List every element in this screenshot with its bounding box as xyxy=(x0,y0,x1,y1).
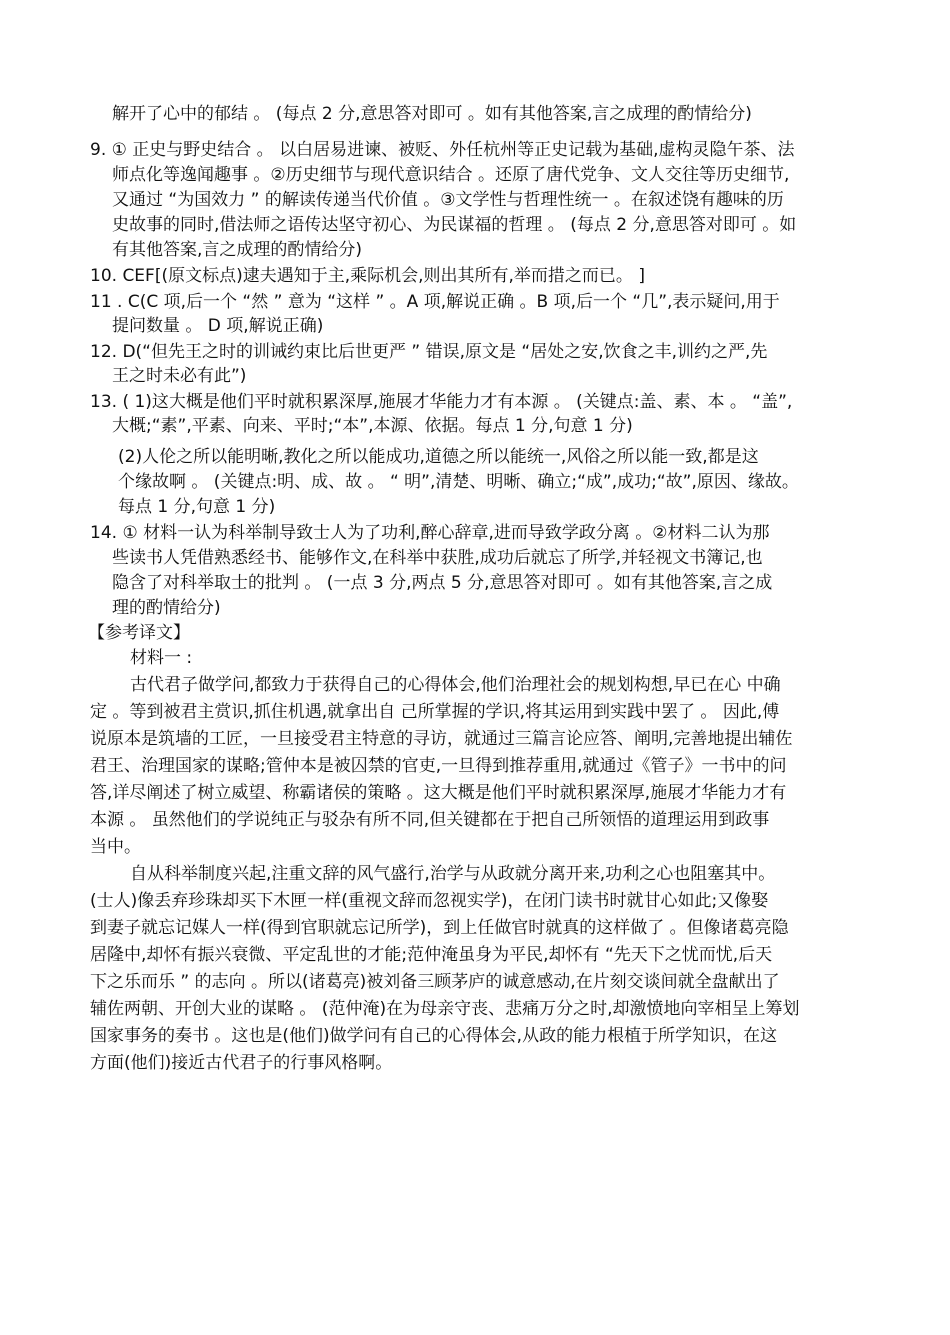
translation-p2-line-4: 居隆中,却怀有振兴衰微、平定乱世的才能;范仲淹虽身为平民,却怀有 “先天下之忧而忧,后天 xyxy=(90,945,773,965)
answer-14-line-2: 些读书人凭借熟悉经书、能够作文,在科举中获胜,成功后就忘了所学,并轻视文书簿记,也 xyxy=(112,548,763,568)
translation-p1-line-5: 答,详尽阐述了树立威望、称霸诸侯的策略 。这大概是他们平时就积累深厚,施展才华能力才有 xyxy=(90,783,787,803)
answer-14-line-4: 理的酌情给分) xyxy=(112,598,221,618)
translation-p1-line-4: 君王、治理国家的谋略;管仲本是被囚禁的官吏,一旦得到推荐重用,就通过《管子》一书中的问 xyxy=(90,756,787,776)
translation-p1-line-7: 当中。 xyxy=(90,837,141,857)
translation-p1-line-1: 古代君子做学问,都致力于获得自己的心得体会,他们治理社会的规划构想,早已在心 中确 xyxy=(130,675,781,695)
answer-8-tail: 解开了心中的郁结 。 (每点 2 分,意思答对即可 。如有其他答案,言之成理的酌情给分) xyxy=(112,104,752,124)
answer-12-line-1: 12. D(“但先王之时的训诫约束比后世更严 ” 错误,原文是 “居处之安,饮食之丰,训约之严,先 xyxy=(90,342,768,362)
answer-14-line-1: 14. ① 材料一认为科举制导致士人为了功利,醉心辞章,进而导致学政分离 。②材料二认为那 xyxy=(90,523,770,543)
answer-13-1-line-2: 大概;“素”,平素、向来、平时;“本”,本源、依据。每点 1 分,句意 1 分) xyxy=(112,416,633,436)
answer-11-line-2: 提问数量 。 D 项,解说正确) xyxy=(112,316,324,336)
answer-13-2-line-1: (2)人伦之所以能明晰,教化之所以能成功,道德之所以能统一,风俗之所以能一致,都是这 xyxy=(118,447,759,467)
material-one-label: 材料一 : xyxy=(130,648,193,668)
translation-p2-line-3: 到妻子就忘记媒人一样(得到官职就忘记所学)，到上任做官时就真的这样做了 。但像诸葛亮隐 xyxy=(90,918,789,938)
translation-p2-line-2: (士人)像丢弃珍珠却买下木匣一样(重视文辞而忽视实学)，在闭门读书时就甘心如此;又像娶 xyxy=(90,891,769,911)
answer-11-line-1: 11 . C(C 项,后一个 “然 ” 意为 “这样 ” 。A 项,解说正确 。B 项,后一个 “几”,表示疑问,用于 xyxy=(90,292,780,312)
translation-p2-line-6: 辅佐两朝、开创大业的谋略 。 (范仲淹)在为母亲守丧、悲痛万分之时,却激愤地向宰相呈上筹划 xyxy=(90,999,800,1019)
translation-p2-line-1: 自从科举制度兴起,注重文辞的风气盛行,治学与从政就分离开来,功利之心也阻塞其中。 xyxy=(130,864,776,884)
answer-12-line-2: 王之时未必有此”) xyxy=(112,366,247,386)
translation-p1-line-2: 定 。等到被君主赏识,抓住机遇,就拿出自 己所掌握的学识,将其运用到实践中罢了 。 因此,傅 xyxy=(90,702,780,722)
translation-p2-line-7: 国家事务的奏书 。这也是(他们)做学问有自己的心得体会,从政的能力根植于所学知识，在这 xyxy=(90,1026,778,1046)
answer-9-line-3: 又通过 “为国效力 ” 的解读传递当代价值 。③文学性与哲理性统一 。在叙述饶有趣味的历 xyxy=(112,190,784,210)
answer-9-line-2: 师点化等逸闻趣事 。②历史细节与现代意识结合 。还原了唐代党争、文人交往等历史细节, xyxy=(112,165,790,185)
translation-p2-line-5: 下之乐而乐 ” 的志向 。所以(诸葛亮)被刘备三顾茅庐的诚意感动,在片刻交谈间就全盘献出了 xyxy=(90,972,780,992)
answer-9-line-1: 9. ① 正史与野史结合 。 以白居易进谏、被贬、外任杭州等正史记载为基础,虚构灵隐午茶、法 xyxy=(90,140,795,160)
translation-p2-line-8: 方面(他们)接近古代君子的行事风格啊。 xyxy=(90,1053,393,1073)
answer-9-line-4: 史故事的同时,借法师之语传达坚守初心、为民谋福的哲理 。 (每点 2 分,意思答对即可 。如 xyxy=(112,215,797,235)
translation-heading: 【参考译文】 xyxy=(88,623,190,643)
answer-9-line-5: 有其他答案,言之成理的酌情给分) xyxy=(112,240,363,260)
answer-10: 10. CEF[(原文标点)逮夫遇知于主,乘际机会,则出其所有,举而措之而已。 ] xyxy=(90,266,645,286)
translation-p1-line-6: 本源 。 虽然他们的学说纯正与驳杂有所不同,但关键都在于把自己所领悟的道理运用到政事 xyxy=(90,810,770,830)
translation-p1-line-3: 说原本是筑墙的工匠，一旦接受君主特意的寻访，就通过三篇言论应答、阐明,完善地提出辅佐 xyxy=(90,729,793,749)
answer-13-2-line-2: 个缘故啊 。 (关键点:明、成、故 。 “ 明”,清楚、明晰、确立;“成”,成功;“故”,原因、缘故。 xyxy=(118,472,799,492)
answer-13-2-line-3: 每点 1 分,句意 1 分) xyxy=(118,497,276,517)
answer-13-1-line-1: 13. ( 1)这大概是他们平时就积累深厚,施展才华能力才有本源 。 (关键点:盖、素、本 。 “盖”, xyxy=(90,392,793,412)
answer-14-line-3: 隐含了对科举取士的批判 。 (一点 3 分,两点 5 分,意思答对即可 。如有其他答案,言之成 xyxy=(112,573,773,593)
